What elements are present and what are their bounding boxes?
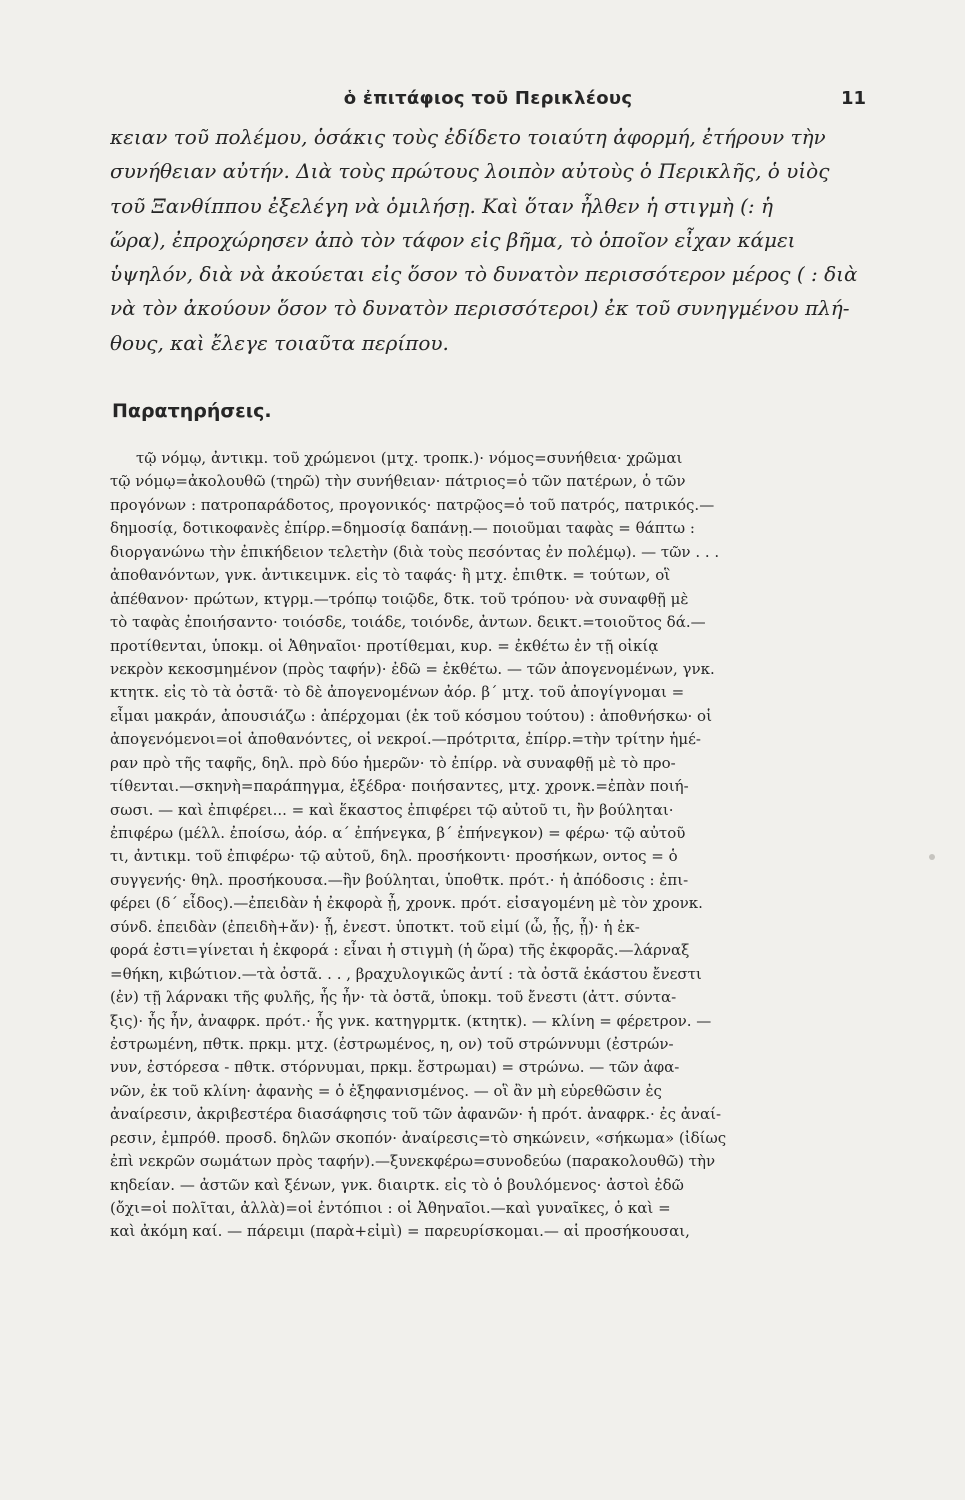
- note-line: ραν πρὸ τῆς ταφῆς, δηλ. πρὸ δύο ἡμερῶν· τὸ ἐπίρρ. νὰ συναφθῇ μὲ τὸ προ-: [110, 753, 676, 772]
- note-line: φορά ἐστι=γίνεται ἡ ἐκφορά : εἶναι ἡ στιγμὴ (ἡ ὥρα) τῆς ἐκφορᾶς.—λάρναξ: [110, 941, 690, 960]
- text-line: θους, καὶ ἔλεγε τοιαῦτα περίπου.: [110, 330, 449, 355]
- notes-heading: Παρατηρήσεις.: [112, 400, 272, 422]
- note-line: ἀπέθανον· πρώτων, κτγρμ.—τρόπῳ τοιῷδε, δτκ. τοῦ τρόπου· νὰ συναφθῇ μὲ: [110, 589, 689, 608]
- note-line: ξις)· ἧς ἦν, ἀναφρκ. πρότ.· ἧς γνκ. κατηγρμτκ. (κτητκ). — κλίνη = φέρετρον. —: [110, 1011, 712, 1030]
- note-line: καὶ ἀκόμη καί. — πάρειμι (παρὰ+εἰμὶ) = παρευρίσκομαι.— αἱ προσήκουσαι,: [110, 1222, 690, 1241]
- text-line: συνήθειαν αὐτήν. Διὰ τοὺς πρώτους λοιπὸν αὐτοὺς ὁ Περικλῆς, ὁ υἱὸς: [110, 159, 830, 184]
- page-number: 11: [840, 88, 866, 109]
- note-line: (ὄχι=οἱ πολῖται, ἀλλὰ)=οἱ ἐντόπιοι : οἱ Ἀθηναῖοι.—καὶ γυναῖκες, ὁ καὶ =: [110, 1199, 671, 1217]
- note-line: ἀναίρεσιν, ἀκριβεστέρα διασάφησις τοῦ τῶν ἀφανῶν· ἡ πρότ. ἀναφρκ.· ἐς ἀναί-: [110, 1105, 722, 1124]
- note-line: ἐπιφέρω (μέλλ. ἐποίσω, ἀόρ. α΄ ἐπήνεγκα, β΄ ἐπήνεγκον) = φέρω· τῷ αὐτοῦ: [110, 824, 686, 842]
- note-line: συγγενής· θηλ. προσήκουσα.—ἢν βούληται, ὑποθτκ. πρότ.· ἡ ἀπόδοσις : ἐπι-: [110, 870, 689, 889]
- text-line: ὥρα), ἐπροχώρησεν ἀπὸ τὸν τάφον εἰς βῆμα, τὸ ὁποῖον εἶχαν κάμει: [110, 227, 796, 252]
- note-line: διοργανώνω τὴν ἐπικήδειον τελετὴν (διὰ τοὺς πεσόντας ἐν πολέμῳ). — τῶν . . .: [110, 542, 720, 561]
- main-text-block: [110, 120, 866, 360]
- note-line: δημοσίᾳ, δοτικοφανὲς ἐπίρρ.=δημοσίᾳ δαπάνῃ.— ποιοῦμαι ταφὰς = θάπτω :: [110, 519, 695, 538]
- note-line: νῶν, ἐκ τοῦ κλίνη· ἀφανὴς = ὁ ἐξηφανισμένος. — οἳ ἂν μὴ εὑρεθῶσιν ἐς: [110, 1081, 662, 1100]
- note-line: κτητκ. εἰς τὸ τὰ ὀστᾶ· τὸ δὲ ἀπογενομένων ἀόρ. β΄ μτχ. τοῦ ἀπογίγνομαι =: [110, 683, 685, 702]
- note-line: σωσι. — καὶ ἐπιφέρει... = καὶ ἕκαστος ἐπιφέρει τῷ αὐτοῦ τι, ἢν βούληται·: [110, 800, 674, 819]
- note-line: εἶμαι μακράν, ἀπουσιάζω : ἀπέρχομαι (ἐκ τοῦ κόσμου τούτου) : ἀποθνήσκω· οἱ: [110, 706, 712, 725]
- note-line: (ἐν) τῇ λάρνακι τῆς φυλῆς, ἧς ἦν· τὰ ὀστᾶ, ὑποκμ. τοῦ ἔνεστι (ἀττ. σύντα-: [110, 988, 677, 1007]
- note-line: προγόνων : πατροπαράδοτος, προγονικός· πατρῷος=ὁ τοῦ πατρός, πατρικός.—: [110, 495, 715, 514]
- note-line: τίθενται.—σκηνὴ=παράπηγμα, ἐξέδρα· ποιήσαντες, μτχ. χρονκ.=ἐπὰν ποιή-: [110, 777, 689, 796]
- note-line: τῷ νόμῳ, ἀντικμ. τοῦ χρώμενοι (μτχ. τροπκ.)· νόμος=συνήθεια· χρῶμαι: [136, 449, 683, 467]
- text-line: τοῦ Ξανθίππου ἐξελέγη νὰ ὁμιλήσῃ. Καὶ ὅταν ἦλθεν ἡ στιγμὴ (: ἡ: [110, 193, 773, 218]
- note-line: ἀποθανόντων, γνκ. ἀντικειμνκ. εἰς τὸ ταφάς· ἢ μτχ. ἐπιθτκ. = τούτων, οἳ: [110, 566, 671, 585]
- note-line: φέρει (δ΄ εἶδος).—ἐπειδὰν ἡ ἐκφορὰ ᾖ, χρονκ. πρότ. εἰσαγομένη μὲ τὸν χρονκ.: [110, 894, 703, 913]
- text-line: κειαν τοῦ πολέμου, ὁσάκις τοὺς ἐδίδετο τοιαύτη ἀφορμή, ἐτήρουν τὴν: [110, 125, 826, 149]
- note-line: κηδείαν. — ἀστῶν καὶ ξένων, γνκ. διαιρτκ. εἰς τὸ ὁ βουλόμενος· ἀστοὶ ἐδῶ: [110, 1175, 684, 1194]
- note-line: σύνδ. ἐπειδὰν (ἐπειδὴ+ἄν)· ᾖ, ἐνεστ. ὑποτκτ. τοῦ εἰμί (ὦ, ᾖς, ᾖ)· ἡ ἐκ-: [110, 917, 640, 936]
- note-line: ἐπὶ νεκρῶν σωμάτων πρὸς ταφήν).—ξυνεκφέρω=συνοδεύω (παρακολουθῶ) τὴν: [110, 1152, 716, 1171]
- page-header: [110, 88, 866, 114]
- note-line: τι, ἀντικμ. τοῦ ἐπιφέρω· τῷ αὐτοῦ, δηλ. προσήκοντι· προσήκων, οντος = ὁ: [110, 847, 678, 866]
- running-title: ὁ ἐπιτάφιος τοῦ Περικλέους: [343, 88, 633, 109]
- note-line: =θήκη, κιβώτιον.—τὰ ὀστᾶ. . . , βραχυλογικῶς ἀντί : τὰ ὀστᾶ ἑκάστου ἔνεστι: [110, 964, 702, 983]
- text-line: ὑψηλόν, διὰ νὰ ἀκούεται εἰς ὅσον τὸ δυνατὸν περισσότερον μέρος ( : διὰ: [110, 262, 858, 287]
- notes-block: [110, 447, 866, 1244]
- note-line: ἀπογενόμενοι=οἱ ἀποθανόντες, οἱ νεκροί.—πρότριτα, ἐπίρρ.=τὴν τρίτην ἡμέ-: [110, 730, 701, 749]
- note-line: ρεσιν, ἐμπρόθ. προσδ. δηλῶν σκοπόν· ἀναίρεσις=τὸ σηκώνειν, «σήκωμα» (ἰδίως: [110, 1128, 727, 1147]
- note-line: προτίθενται, ὑποκμ. οἱ Ἀθηναῖοι· προτίθεμαι, κυρ. = ἐκθέτω ἐν τῇ οἰκίᾳ: [110, 636, 659, 655]
- note-line: ἐστρωμένη, πθτκ. πρκμ. μτχ. (ἐστρωμένος, η, ον) τοῦ στρώννυμι (ἐστρών-: [110, 1034, 674, 1053]
- note-line: τῷ νόμῳ=ἀκολουθῶ (τηρῶ) τὴν συνήθειαν· πάτριος=ὁ τῶν πατέρων, ὁ τῶν: [110, 472, 686, 491]
- note-line: τὸ ταφὰς ἐποιήσαντο· τοιόσδε, τοιάδε, τοιόνδε, ἀντων. δεικτ.=τοιοῦτος δά.—: [110, 613, 706, 632]
- note-line: νεκρὸν κεκοσμημένον (πρὸς ταφήν)· ἐδῶ = ἐκθέτω. — τῶν ἀπογενομένων, γνκ.: [110, 659, 715, 678]
- note-line: νυν, ἐστόρεσα - πθτκ. στόρνυμαι, πρκμ. ἔστρωμαι) = στρώνω. — τῶν ἀφα-: [110, 1058, 680, 1077]
- text-line: νὰ τὸν ἀκούουν ὅσον τὸ δυνατὸν περισσότεροι) ἐκ τοῦ συνηγμένου πλή-: [110, 296, 850, 321]
- paper-spot: [929, 854, 935, 860]
